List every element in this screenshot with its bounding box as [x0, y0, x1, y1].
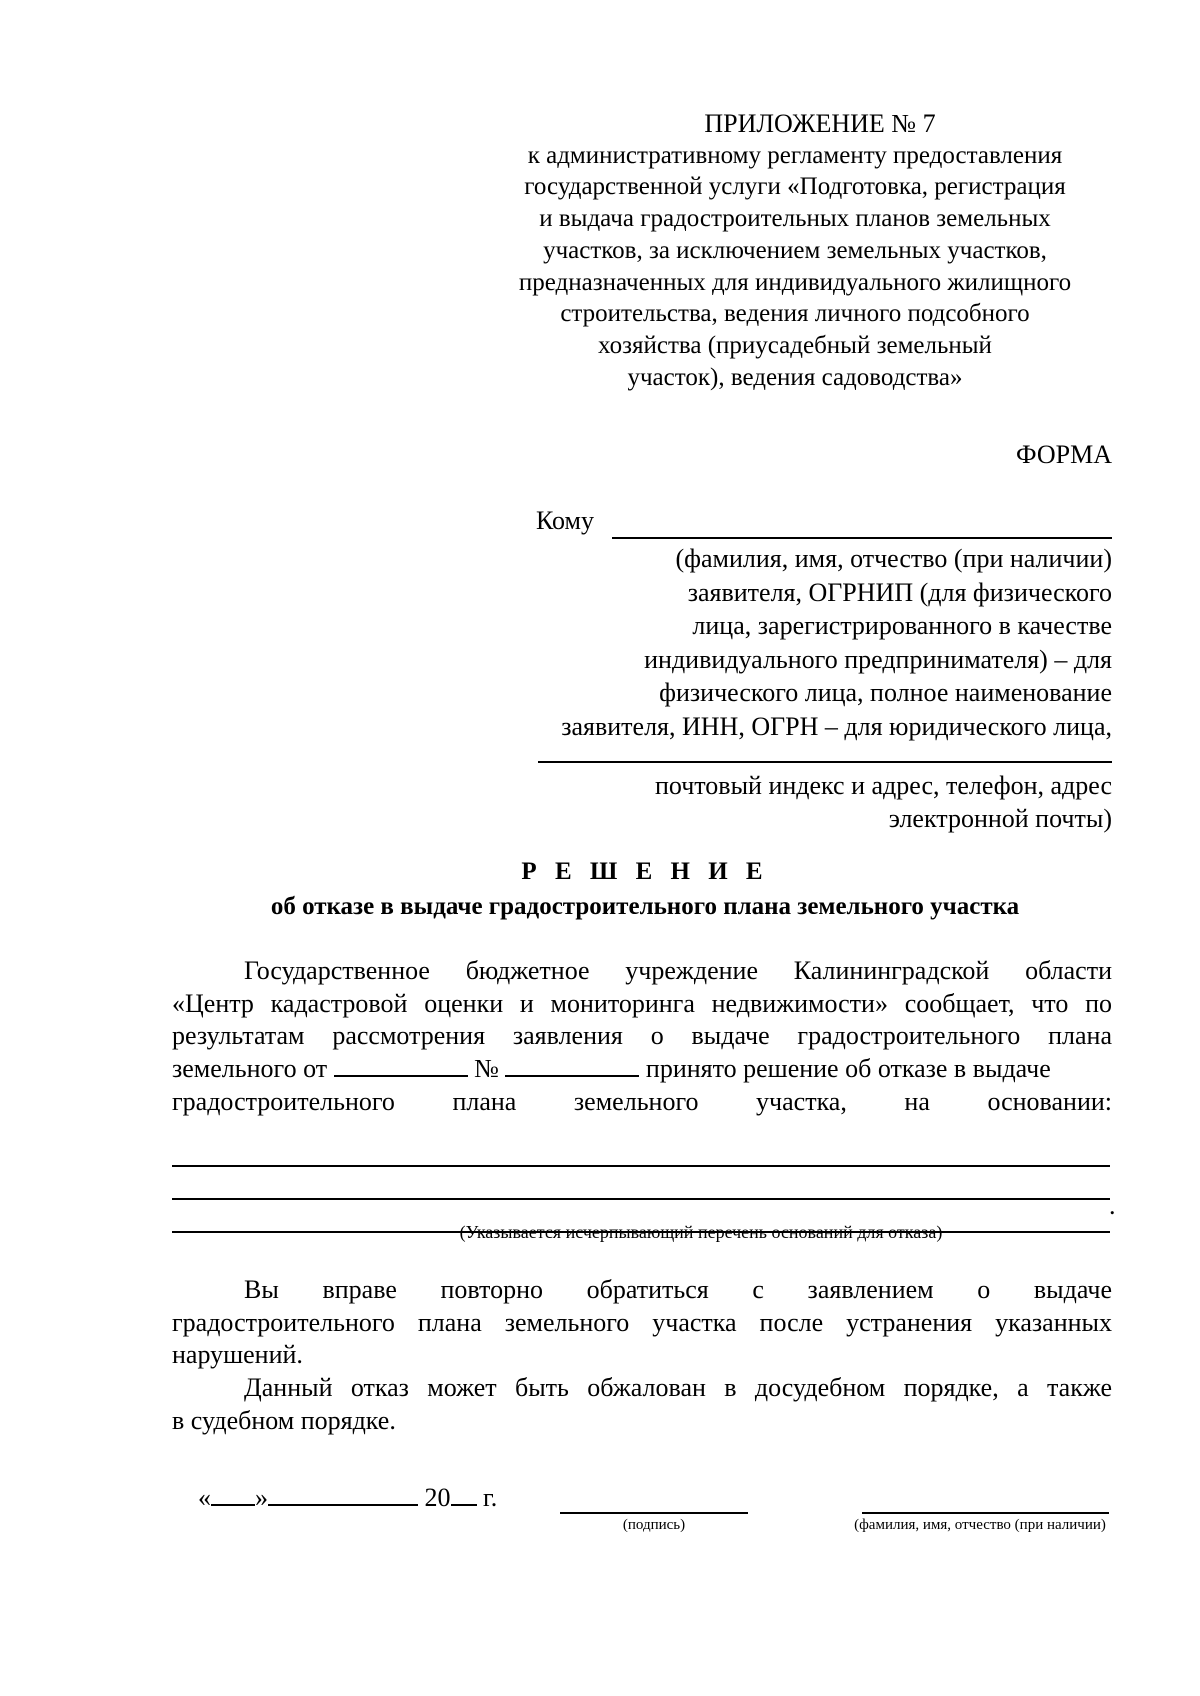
- form-label: ФОРМА: [1016, 440, 1112, 469]
- appendix-line: участков, за исключением земельных участков,: [543, 236, 1047, 264]
- date-open-quote: «: [198, 1483, 211, 1512]
- paragraph-reapply: [172, 1274, 1112, 1372]
- signature-field[interactable]: [560, 1512, 748, 1514]
- recipient-address-line: электронной почты): [888, 804, 1112, 833]
- paragraph-appeal: [172, 1372, 1112, 1437]
- appendix-line: предназначенных для индивидуального жилищного: [518, 268, 1072, 296]
- recipient-block: [440, 506, 1112, 835]
- application-number-sign: №: [474, 1054, 499, 1084]
- paragraph-notice: [172, 955, 1112, 1118]
- appendix-header: [470, 108, 1120, 393]
- recipient-description-line: индивидуального предпринимателя) – для: [644, 644, 1112, 674]
- paragraph-line: нарушений.: [172, 1340, 303, 1370]
- paragraph-line: Вы вправе повторно обратиться с заявлением о выдаче: [244, 1275, 1112, 1304]
- reasons-end-mark: .: [1109, 1191, 1116, 1220]
- appendix-title: ПРИЛОЖЕНИЕ № 7: [704, 109, 936, 138]
- month-field[interactable]: [268, 1482, 418, 1506]
- day-field[interactable]: [211, 1482, 255, 1506]
- paragraph-line: результатам рассмотрения заявления о выдаче градостроительного плана: [172, 1021, 1112, 1051]
- appendix-line: государственной услуги «Подготовка, регистрация: [524, 173, 1066, 201]
- paragraph-line: в судебном порядке.: [172, 1405, 396, 1435]
- application-number-field[interactable]: [505, 1053, 639, 1077]
- refusal-reason-line[interactable]: [172, 1134, 1110, 1167]
- recipient-description-line: заявителя, ИНН, ОГРН – для юридического лица,: [561, 711, 1112, 741]
- recipient-address-field[interactable]: [538, 761, 1112, 763]
- appendix-line: хозяйства (приусадебный земельный: [598, 331, 992, 359]
- recipient-description-line: заявителя, ОГРНИП (для физического: [687, 577, 1112, 607]
- application-from-label: земельного от: [172, 1054, 328, 1084]
- recipient-description-line: лица, зарегистрированного в качестве: [692, 611, 1112, 640]
- recipient-description-line: (фамилия, имя, отчество (при наличии): [675, 544, 1112, 573]
- recipient-description: [440, 542, 1112, 743]
- signatory-name-field[interactable]: [862, 1512, 1109, 1514]
- recipient-address-line: почтовый индекс и адрес, телефон, адрес: [654, 771, 1112, 800]
- signatory-name-caption: (фамилия, имя, отчество (при наличии): [854, 1517, 1106, 1533]
- recipient-name-field[interactable]: [612, 537, 1112, 539]
- appendix-line: и выдача градостроительных планов земельных: [539, 205, 1051, 233]
- signature-caption: (подпись): [622, 1517, 686, 1533]
- recipient-address-description: [440, 769, 1112, 835]
- recipient-label: Кому: [536, 506, 595, 535]
- signature-date: [198, 1482, 497, 1513]
- appendix-line: к административному регламенту предоставления: [527, 141, 1063, 169]
- paragraph-line: Данный отказ может быть обжалован в досудебном порядке, а также: [244, 1373, 1112, 1402]
- refusal-reasons-fields: [172, 1134, 1110, 1233]
- appendix-line: строительства, ведения личного подсобного: [560, 300, 1030, 328]
- paragraph-line: «Центр кадастровой оценки и мониторинга недвижимости» сообщает, что по: [172, 988, 1112, 1018]
- year-prefix: 20: [424, 1483, 451, 1512]
- decision-text: принято решение об отказе в выдаче: [645, 1054, 1051, 1084]
- year-field[interactable]: [451, 1482, 477, 1506]
- date-close-quote: »: [255, 1483, 268, 1512]
- appendix-line: участок), ведения садоводства»: [627, 363, 963, 391]
- recipient-description-line: физического лица, полное наименование: [659, 678, 1112, 707]
- refusal-reason-line[interactable]: [172, 1167, 1110, 1200]
- decision-subtitle: об отказе в выдаче градостроительного плана земельного участка: [270, 893, 1020, 920]
- paragraph-line: градостроительного плана земельного участка после устранения указанных: [172, 1307, 1112, 1337]
- paragraph-line: градостроительного плана земельного участка, на основании:: [172, 1086, 1112, 1116]
- paragraph-line: Государственное бюджетное учреждение Калининградской области: [244, 956, 1112, 985]
- application-date-field[interactable]: [334, 1053, 468, 1077]
- decision-title: Р Е Ш Е Н И Е: [521, 858, 769, 885]
- year-suffix: г.: [483, 1483, 498, 1512]
- refusal-reasons-caption: (Указывается исчерпывающий перечень оснований для отказа): [459, 1222, 943, 1242]
- paragraph-line-with-fields: [172, 1053, 1112, 1086]
